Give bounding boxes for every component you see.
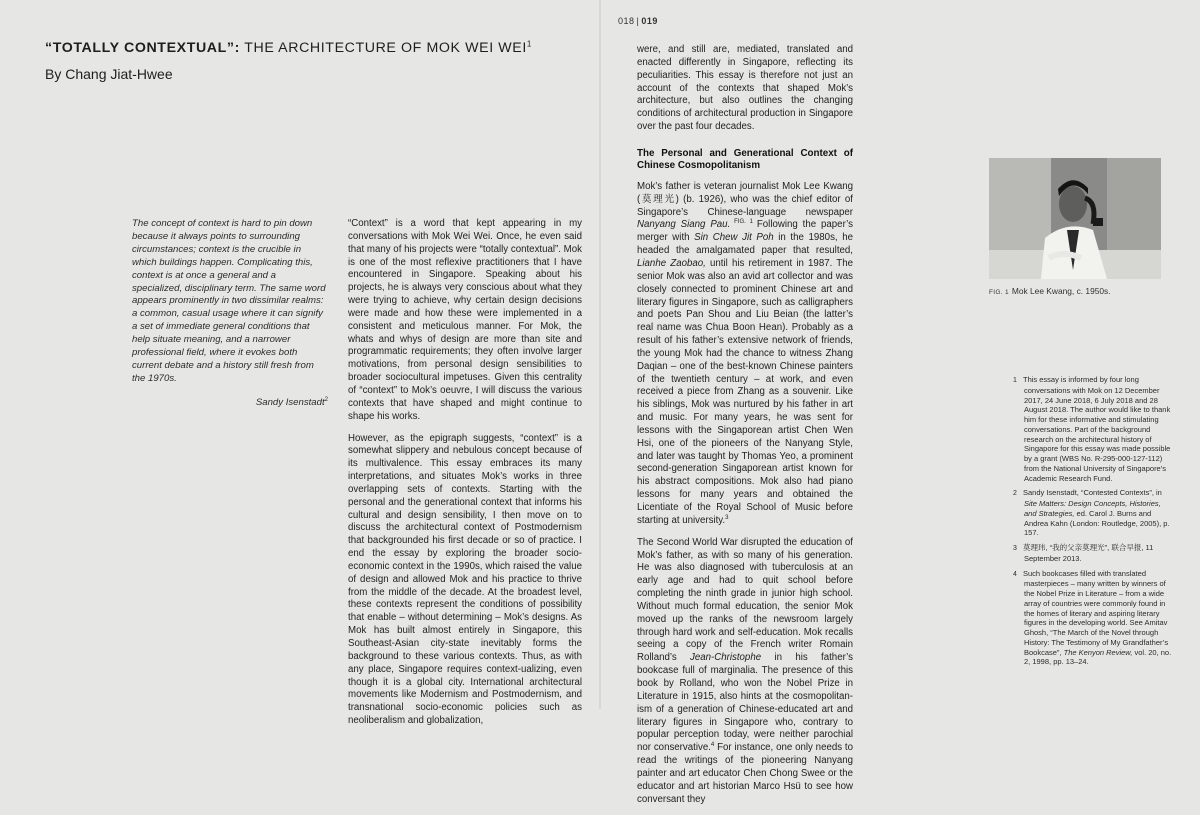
epigraph-quote: The concept of context is hard to pin down because it always points to surrounding circumstances; context is the crucible in which buildings happen. Complicating this, context is at once a general and a specialized, disciplinary term. The same word appears prominently in two dissimilar realms: a common, casual usage where it can signify a set of immediate general conditions that help situate meaning, and a narrower professional field, where it evokes both current debate and a history still fresh from the 1970s.	[132, 218, 326, 384]
body-paragraph: Mok’s father is veteran journalist Mok Lee Kwang (莫理光) (b. 1926), who was the chief editor of Singapore’s Chinese-language newspaper Nanyang Siang Pau. $^{FIG. 1}$ Following the paper’s merger with Sin Chew Jit Poh in the 1980s, he headed the amalgamated paper that resulted, Lianhe Zaobao, until his retirement in 1987. The senior Mok was also an avid art collector and was closely connected to prominent Chinese art and literary figures in Singapore, such as calligraphers and poets Pan Shou and Liu Beian (the latter’s real name was Chua Boon Hean). Probably as a result of his father’s extensive network of friends, the young Mok had the chance to witness Zhang Daqian – one of the best-known Chinese painters of the twentieth century – at work, and even received a piece from Zhang as a souvenir. Like his siblings, Mok was nurtured by his father in art and music. For many years, he was sent for lessons with the Singaporean artist Chen Wen Hsi, one of the pioneers of the Nanyang Style, and later was taught by Thomas Yeo, a prominent second-generation Singaporean artist known for his abstract compositions. Mok also had piano lessons for many years and obtained the Licentiate of the Royal School of Music before starting at university.$^3$	[637, 180, 853, 526]
folio-right: 019	[641, 16, 658, 26]
section-heading: The Personal and Generational Context of Chinese Cosmopolitanism	[637, 147, 853, 172]
epigraph	[132, 218, 328, 410]
figure-ref: FIG. 1	[730, 219, 757, 226]
title-lead: “TOTALLY CONTEXTUAL”:	[45, 40, 240, 56]
portrait-photo	[989, 158, 1161, 279]
page-numbers: 018 | 019	[618, 16, 658, 26]
footnote: 4 Such bookcases filled with translated masterpieces – many written by winners of the Nobel Prize in Literature – from a wide array of countries were commonly found in the homes of literary and aspiring literary figures in the developing world. See Amitav Ghosh, “The March of the Novel through History: The Testimony of My Grandfather’s Bookcase”, The Kenyon Review, vol. 20, no. 2, 1998, pp. 13–24.	[1013, 568, 1172, 667]
article-title	[45, 40, 532, 56]
body-paragraph: The Second World War disrupted the education of Mok’s father, as with so many of his generation. He was also diagnosed with tuberculosis at an early age and had to quit school before completing the ninth grade in junior high school. Without much formal education, the senior Mok moved up the ranks of the newsroom largely through hard work and self-education. Mok recalls seeing a copy of the French writer Romain Rolland’s Jean-Christophe in his father’s bookcase full of marginalia. The presence of this book by Rolland, who won the Nobel Prize in Literature in 1915, also hints at the cosmopolitan-ism of a generation of Chinese-educated art and literary figures in Singapore who, contrary to popular perception today, were neither parochial nor conservative.$^4$ For instance, one only needs to read the writings of the pioneering Nanyang painter and art educator Chen Chong Swee or the educator and art historian Marco Hsü to see how conversant they	[637, 536, 853, 805]
epigraph-note-ref: 2	[324, 396, 328, 403]
figure-label: FIG. 1	[989, 289, 1009, 296]
portrait-illustration	[989, 158, 1161, 279]
epigraph-attribution: Sandy Isenstadt$^2$	[255, 396, 328, 408]
body-paragraph: “Context” is a word that kept appearing in my conversations with Mok Wei Wei. Once, he even said that many of his projects were “totally contextual”. Mok is one of the most reflexive practitioners that I have encountered in Singapore. Speaking about his projects, he is always very conscious about what they were trying to achieve, why certain design decisions were made and how these were implemented in a consistent and meticulous manner. For Mok, the whats and whys of design are more than site and programmatic requirements; they often involve larger motivations, from personal design sensibilities to broader sociocultural impetuses. Given this centrality of “context” to Mok’s oeuvre, I will discuss the various contexts that have shaped and might continue to shape his works.	[348, 218, 582, 422]
figure-caption: FIG. 1 Mok Lee Kwang, c. 1950s.	[989, 286, 1111, 296]
folio-left: 018	[618, 16, 635, 26]
body-paragraph: were, and still are, mediated, translated and enacted differently in Singapore, reflecting its peculiarities. This essay is therefore not just an account of the contexts that shaped Mok’s architecture, but also outlines the changing conditions of architectural production in Singapore over the past four decades.	[637, 44, 853, 133]
note-ref: 4	[710, 741, 715, 748]
footnote: 2 Sandy Isenstadt, “Contested Contexts”, in Site Matters: Design Concepts, Histories, and Strategies, ed. Carol J. Burns and Andrea Kahn (London: Routledge, 2005), p. 157.	[1013, 488, 1170, 538]
note-ref: 3	[725, 514, 729, 521]
body-column-left	[348, 218, 582, 737]
footnote: 3 莫理玮, “我的父亲莫理光”, 联合早报, 11 September 2013.	[1013, 543, 1154, 563]
body-column-right	[637, 44, 853, 815]
body-paragraph: However, as the epigraph suggests, “context” is a somewhat slippery and nebulous concept because of its multivalence. This essay embraces its many interpretations, and situates Mok’s works in three overlapping sets of contexts. Starting with the personal and the generational context that informs his cultural and design sensibility, I then move on to discuss the architectural context of Postmodernism that backgrounded his first decade or so of practice. I end the essay by exploring the broader socio-economic context in the 1990s, which raised the value of design and allowed Mok and his practice to thrive from the middle of the decade. At the broadest level, these contexts represent the conditions of possibility that enable – without determining – Mok’s designs. As Mok has built almost entirely in Singapore, this Southeast-Asian city-state inevitably forms the background to these various contexts. Thus, as with any place, Singapore requires context-ualizing, even though it is a global city. International architectural movements like Modernism and Postmodernism, and transnational socio-economic policies such as neoliberalism and globalization,	[348, 432, 582, 727]
footnote: 1 This essay is informed by four long conversations with Mok on 12 December 2017, 24 June 2018, 6 July 2018 and 28 August 2018. The author would like to thank him for these informative and stimulating conversations. Part of the background research on the architectural history of Singapore for this essay was made possible by a grant (WBS No. R-295-000-127-112) from the National University of Singapore’s Academic Research Fund.	[1013, 375, 1171, 483]
byline: By Chang Jiat-Hwee	[45, 66, 173, 82]
footnotes	[1013, 375, 1173, 672]
title-note-ref: 1	[526, 39, 532, 49]
title-rest: THE ARCHITECTURE OF MOK WEI WEI	[239, 40, 527, 56]
page-gutter	[599, 0, 601, 709]
